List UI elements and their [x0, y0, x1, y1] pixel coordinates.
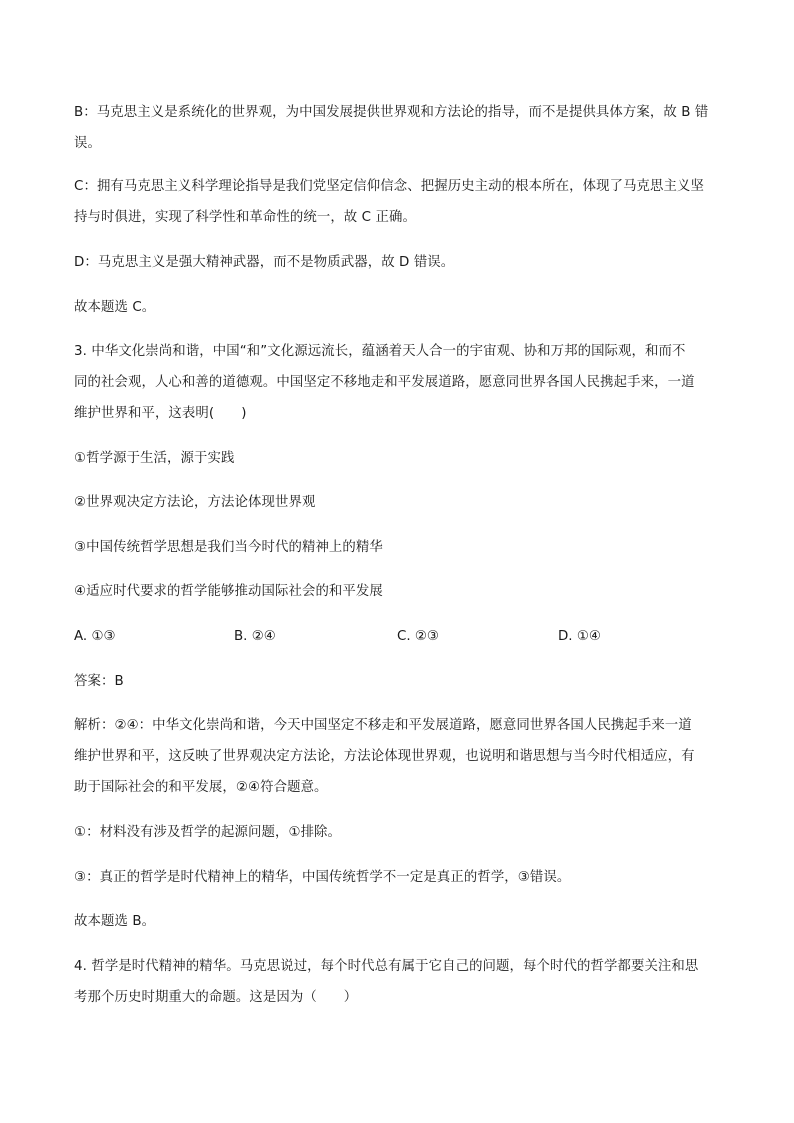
- q3-statement-2: ②世界观决定方法论，方法论体现世界观: [74, 495, 316, 510]
- option-c-explanation-line-1: C：拥有马克思主义科学理论指导是我们党坚定信仰信念、把握历史主动的根本所在，体现了马克思主义坚: [74, 179, 705, 194]
- q3-note-statement-3: ③：真正的哲学是时代精神上的精华，中国传统哲学不一定是真正的哲学，③错误。: [74, 870, 571, 885]
- option-c-explanation-line-2: 持与时俱进，实现了科学性和革命性的统一，故 C 正确。: [74, 210, 416, 225]
- q3-statement-4: ④适应时代要求的哲学能够推动国际社会的和平发展: [74, 584, 383, 599]
- q3-option-c: C. ②③: [397, 629, 439, 644]
- q3-analysis-line-1: 解析：②④：中华文化崇尚和谐，今天中国坚定不移走和平发展道路，愿意同世界各国人民携起手来一道: [74, 718, 692, 733]
- q3-statement-3: ③中国传统哲学思想是我们当今时代的精神上的精华: [74, 540, 383, 555]
- option-b-explanation-line-1: B：马克思主义是系统化的世界观，为中国发展提供世界观和方法论的指导，而不是提供具体方案，故 B 错: [74, 105, 709, 120]
- q3-stem-line-3: 维护世界和平，这表明( ): [74, 406, 247, 421]
- q3-option-d: D. ①④: [558, 629, 601, 644]
- q2-conclusion: 故本题选 C。: [74, 300, 156, 315]
- q3-answer: 答案：B: [74, 674, 124, 689]
- q3-stem-line-2: 同的社会观，人心和善的道德观。中国坚定不移地走和平发展道路，愿意同世界各国人民携起手来，一道: [74, 375, 695, 390]
- q3-note-statement-1: ①：材料没有涉及哲学的起源问题，①排除。: [74, 825, 342, 840]
- q3-conclusion: 故本题选 B。: [74, 914, 156, 929]
- option-b-explanation-line-2: 误。: [74, 136, 101, 151]
- q3-statement-1: ①哲学源于生活，源于实践: [74, 451, 235, 466]
- q3-stem-line-1: 3. 中华文化崇尚和谐，中国“和”文化源远流长，蕴涵着天人合一的宇宙观、协和万邦的国际观，和而不: [74, 344, 686, 359]
- q3-option-a: A. ①③: [74, 629, 116, 644]
- q3-analysis-line-2: 维护世界和平，这反映了世界观决定方法论，方法论体现世界观，也说明和谐思想与当今时代相适应，有: [74, 749, 695, 764]
- q4-stem-line-2: 考那个历史时期重大的命题。这是因为（ ）: [74, 990, 358, 1005]
- q3-option-b: B. ②④: [234, 629, 276, 644]
- option-d-explanation: D：马克思主义是强大精神武器，而不是物质武器，故 D 错误。: [74, 255, 455, 270]
- q4-stem-line-1: 4. 哲学是时代精神的精华。马克思说过，每个时代总有属于它自己的问题，每个时代的哲学都要关注和思: [74, 959, 699, 974]
- q3-analysis-line-3: 助于国际社会的和平发展，②④符合题意。: [74, 780, 328, 795]
